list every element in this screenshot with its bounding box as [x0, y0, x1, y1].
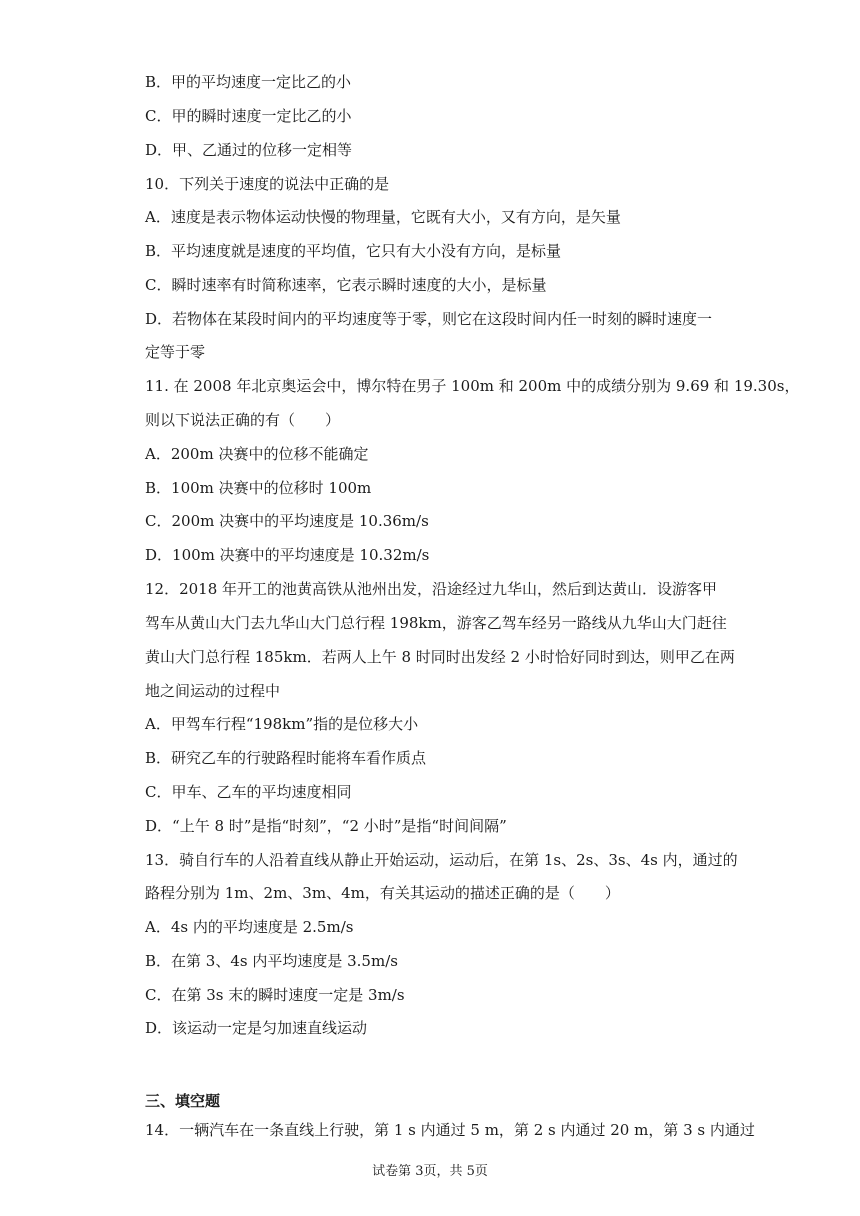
q11-option-c: C．200m 决赛中的平均速度是 10.36m/s — [145, 512, 429, 530]
q13-option-a: A．4s 内的平均速度是 2.5m/s — [145, 918, 354, 936]
q12-stem-line1: 12．2018 年开工的池黄高铁从池州出发，沿途经过九华山，然后到达黄山．设游客甲 — [145, 580, 718, 598]
q11-stem-line2: 则以下说法正确的有（ ） — [145, 411, 341, 429]
q13-option-c: C．在第 3s 末的瞬时速度一定是 3m/s — [145, 986, 405, 1004]
q10-stem: 10．下列关于速度的说法中正确的是 — [145, 175, 390, 193]
q11-stem-line1: 11. 在 2008 年北京奥运会中，博尔特在男子 100m 和 200m 中的成绩分别为 9.69 和 19.30s， — [145, 377, 800, 395]
q12-option-a: A．甲驾车行程“198km”指的是位移大小 — [145, 715, 419, 733]
q11-option-d: D．100m 决赛中的平均速度是 10.32m/s — [145, 546, 430, 564]
q10-option-d-line1: D．若物体在某段时间内的平均速度等于零，则它在这段时间内任一时刻的瞬时速度一 — [145, 310, 713, 328]
q12-option-c: C．甲车、乙车的平均速度相同 — [145, 783, 352, 801]
q9-option-b: B．甲的平均速度一定比乙的小 — [145, 73, 352, 91]
q12-option-d: D．“上午 8 时”是指“时刻”，“2 小时”是指“时间间隔” — [145, 817, 507, 835]
q9-option-d: D．甲、乙通过的位移一定相等 — [145, 141, 353, 159]
q11-option-b: B．100m 决赛中的位移时 100m — [145, 479, 372, 497]
q10-option-c: C．瞬时速率有时简称速率，它表示瞬时速度的大小，是标量 — [145, 276, 547, 294]
q13-stem-line1: 13．骑自行车的人沿着直线从静止开始运动，运动后，在第 1s、2s、3s、4s 内，通过的 — [145, 851, 738, 869]
q11-option-a: A．200m 决赛中的位移不能确定 — [145, 445, 369, 463]
q13-option-b: B．在第 3、4s 内平均速度是 3.5m/s — [145, 952, 398, 970]
page-footer: 试卷第 3页，共 5页 — [372, 1164, 488, 1179]
section-heading-fill-in: 三、填空题 — [145, 1092, 221, 1110]
q13-option-d: D．该运动一定是匀加速直线运动 — [145, 1019, 368, 1037]
q10-option-d-line2: 定等于零 — [145, 343, 206, 361]
q13-stem-line2: 路程分别为 1m、2m、3m、4m，有关其运动的描述正确的是（ ） — [145, 884, 620, 902]
q12-stem-line4: 地之间运动的过程中 — [145, 682, 281, 700]
q12-stem-line2: 驾车从黄山大门去九华山大门总行程 198km，游客乙驾车经另一路线从九华山大门赶往 — [145, 614, 727, 632]
q12-option-b: B．研究乙车的行驶路程时能将车看作质点 — [145, 749, 427, 767]
q10-option-a: A．速度是表示物体运动快慢的物理量，它既有大小，又有方向，是矢量 — [145, 208, 621, 226]
q14-stem-line1: 14．一辆汽车在一条直线上行驶，第 1 s 内通过 5 m，第 2 s 内通过 20 m，第 3 s 内通过 — [145, 1121, 755, 1139]
q12-stem-line3: 黄山大门总行程 185km．若两人上午 8 时同时出发经 2 小时恰好同时到达，则甲乙在两 — [145, 648, 735, 666]
q10-option-b: B．平均速度就是速度的平均值，它只有大小没有方向，是标量 — [145, 242, 562, 260]
q9-option-c: C．甲的瞬时速度一定比乙的小 — [145, 107, 352, 125]
